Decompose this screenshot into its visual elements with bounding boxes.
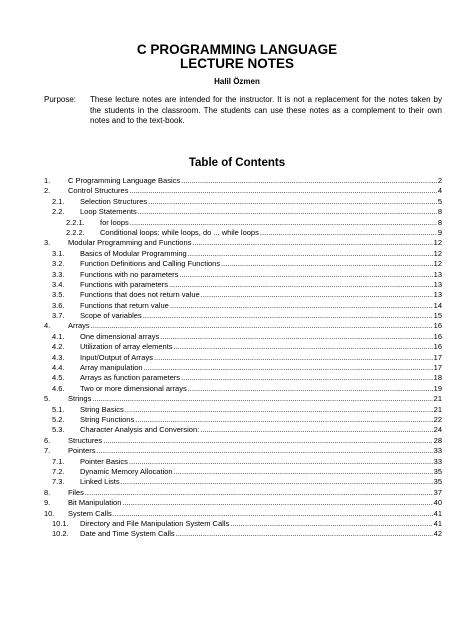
toc-dot-leader: [174, 467, 433, 477]
toc-entry-title: Array manipulation: [80, 363, 143, 373]
toc-entry[interactable]: [44, 259, 442, 269]
toc-entry-number: 3.5.: [52, 290, 65, 300]
toc-entry-number: 3.7.: [52, 311, 65, 321]
toc-entry-title: C Programming Language Basics: [68, 176, 181, 185]
toc-entry-number: 3.3.: [52, 269, 65, 279]
toc-entry-number: 1.: [44, 176, 51, 185]
toc-entry-title: Strings: [68, 394, 92, 404]
toc-entry-number: 4.: [44, 321, 51, 331]
toc-dot-leader: [181, 373, 433, 383]
toc-entry[interactable]: [44, 363, 442, 373]
toc-dot-leader: [92, 394, 432, 404]
toc-entry-title: String Basics: [80, 404, 124, 414]
toc-dot-leader: [113, 509, 433, 519]
toc-entry-number: 4.2.: [52, 342, 65, 352]
toc-entry[interactable]: [44, 353, 442, 363]
toc-entry[interactable]: [44, 218, 442, 228]
toc-dot-leader: [200, 425, 432, 435]
toc-entry-page: 18: [433, 373, 442, 383]
toc-entry-number: 2.1.: [52, 196, 65, 206]
toc-dot-leader: [85, 488, 433, 498]
toc-dot-leader: [97, 446, 433, 456]
toc-entry[interactable]: [44, 332, 442, 342]
toc-entry-title: Function Definitions and Calling Functions: [80, 259, 221, 269]
toc-dot-leader: [138, 207, 437, 217]
toc-dot-leader: [125, 405, 433, 415]
toc-entry-page: 15: [433, 311, 442, 321]
toc-dot-leader: [201, 290, 433, 300]
toc-dot-leader: [179, 270, 432, 280]
toc-entry-page: 24: [433, 425, 442, 435]
purpose-label: Purpose:: [44, 95, 77, 104]
toc-entry-number: 3.4.: [52, 279, 65, 289]
toc-entry-number: 10.: [44, 508, 55, 518]
toc-entry[interactable]: [44, 415, 442, 425]
toc-entry-number: 4.4.: [52, 363, 65, 373]
toc-dot-leader: [260, 228, 437, 238]
toc-entry[interactable]: [44, 270, 442, 280]
toc-entry[interactable]: [44, 405, 442, 415]
toc-entry[interactable]: [44, 384, 442, 394]
toc-entry-number: 3.: [44, 238, 51, 248]
toc-entry-page: 13: [433, 269, 442, 279]
toc-entry-title: Functions that does not return value: [80, 290, 200, 300]
toc-entry-title: Arrays: [68, 321, 90, 331]
toc-entry-page: 40: [433, 498, 442, 508]
toc-entry-title: Pointers: [68, 446, 96, 456]
toc-entry-page: 33: [433, 446, 442, 456]
toc-entry[interactable]: [44, 176, 442, 186]
toc-entry-title: Two or more dimensional arrays: [80, 383, 187, 393]
toc-entry-number: 4.5.: [52, 373, 65, 383]
document-subtitle: LECTURE NOTES: [179, 56, 294, 71]
toc-entry[interactable]: [44, 425, 442, 435]
toc-entry[interactable]: [44, 446, 442, 456]
toc-entry-title: Linked Lists: [80, 477, 120, 487]
toc-entry[interactable]: [44, 249, 442, 259]
toc-entry[interactable]: [44, 477, 442, 487]
toc-entry-title: Conditional loops: while loops, do ... while loops: [100, 227, 259, 237]
toc-entry[interactable]: [44, 498, 442, 508]
toc-entry[interactable]: [44, 342, 442, 352]
toc-dot-leader: [188, 249, 433, 259]
toc-dot-leader: [135, 415, 432, 425]
toc-entry-number: 7.2.: [52, 466, 65, 476]
toc-dot-leader: [230, 519, 432, 529]
toc-dot-leader: [103, 436, 432, 446]
toc-entry[interactable]: [44, 238, 442, 248]
toc-entry-page: 12: [433, 248, 442, 258]
toc-entry-number: 10.2.: [52, 529, 69, 539]
toc-entry-page: 21: [433, 404, 442, 414]
toc-entry-title: Dynamic Memory Allocation: [80, 466, 173, 476]
toc-dot-leader: [91, 321, 433, 331]
toc-entry-title: Functions that return value: [80, 300, 169, 310]
toc-entry[interactable]: [44, 280, 442, 290]
toc-entry-page: 2: [437, 176, 442, 185]
toc-dot-leader: [160, 332, 432, 342]
toc-entry-number: 2.2.1.: [66, 217, 85, 227]
toc-entry-page: 17: [433, 363, 442, 373]
toc-entry-title: Input/Output of Arrays: [80, 352, 153, 362]
toc-entry-number: 7.3.: [52, 477, 65, 487]
toc-dot-leader: [143, 311, 433, 321]
toc-dot-leader: [154, 353, 433, 363]
toc-entry[interactable]: [44, 228, 442, 238]
toc-entry-page: 41: [433, 508, 442, 518]
toc-entry-title: Pointer Basics: [80, 456, 128, 466]
toc-dot-leader: [122, 498, 432, 508]
toc-entry-page: 8: [437, 207, 442, 217]
toc-entry-number: 4.6.: [52, 383, 65, 393]
toc-entry-number: 3.2.: [52, 259, 65, 269]
toc-dot-leader: [130, 218, 437, 228]
toc-entry-page: 41: [433, 518, 442, 528]
toc-entry-number: 4.1.: [52, 331, 65, 341]
toc-dot-leader: [170, 301, 433, 311]
toc-entry[interactable]: [44, 197, 442, 207]
toc-entry-number: 3.1.: [52, 248, 65, 258]
toc-entry[interactable]: [44, 301, 442, 311]
toc-entry-page: 21: [433, 394, 442, 404]
toc-entry-number: 5.3.: [52, 425, 65, 435]
toc-entry-title: System Calls: [68, 508, 112, 518]
toc-dot-leader: [121, 477, 433, 487]
toc-entry-page: 8: [437, 217, 442, 227]
toc-entry-page: 19: [433, 383, 442, 393]
toc-entry-page: 9: [437, 227, 442, 237]
toc-entry-page: 35: [433, 466, 442, 476]
toc-entry[interactable]: [44, 436, 442, 446]
toc-entry-number: 10.1.: [52, 518, 69, 528]
toc-entry[interactable]: [44, 207, 442, 217]
toc-entry-number: 5.: [44, 394, 51, 404]
toc-entry[interactable]: [44, 488, 442, 498]
toc-entry-title: Functions with parameters: [80, 279, 168, 289]
toc-entry-title: Character Analysis and Conversion:: [80, 425, 200, 435]
toc-entry-title: Modular Programming and Functions: [68, 238, 192, 248]
toc-entry-title: for loops: [100, 217, 129, 227]
toc-entry-title: Functions with no parameters: [80, 269, 179, 279]
toc-entry-title: String Functions: [80, 414, 135, 424]
toc-dot-leader: [169, 280, 433, 290]
toc-dot-leader: [129, 186, 436, 196]
toc-entry-page: 35: [433, 477, 442, 487]
toc-entry-title: One dimensional arrays: [80, 331, 160, 341]
table-of-contents: [44, 176, 442, 540]
toc-entry-number: 7.1.: [52, 456, 65, 466]
toc-entry-page: 12: [433, 259, 442, 269]
document-title: C PROGRAMMING LANGUAGE: [136, 42, 338, 57]
toc-entry[interactable]: [44, 509, 442, 519]
toc-dot-leader: [192, 238, 432, 248]
toc-entry-number: 4.3.: [52, 352, 65, 362]
toc-entry-page: 13: [433, 290, 442, 300]
toc-entry-number: 2.2.2.: [66, 227, 85, 237]
toc-entry-title: Scope of variables: [80, 311, 142, 321]
toc-entry-number: 9.: [44, 498, 51, 508]
toc-entry-title: Basics of Modular Programming: [80, 248, 187, 258]
toc-entry-page: 5: [437, 196, 442, 206]
toc-dot-leader: [181, 176, 437, 186]
toc-entry-page: 28: [433, 435, 442, 445]
toc-dot-leader: [148, 197, 437, 207]
toc-dot-leader: [129, 457, 433, 467]
toc-entry-title: Selection Structures: [80, 196, 148, 206]
toc-dot-leader: [188, 384, 433, 394]
purpose-text: These lecture notes are intended for the instructor. It is not a replacement for the notes taken by the students in the classroom. The students can use these notes as a complement to their own notes and to the text-book.: [90, 95, 442, 125]
author-name: Halil Özmen: [214, 77, 260, 86]
toc-entry[interactable]: [44, 186, 442, 196]
toc-entry-page: 12: [433, 238, 442, 248]
toc-entry-title: Bit Manipulation: [68, 498, 122, 508]
toc-entry[interactable]: [44, 311, 442, 321]
toc-entry[interactable]: [44, 519, 442, 529]
toc-entry[interactable]: [44, 467, 442, 477]
toc-entry-number: 5.1.: [52, 404, 65, 414]
toc-heading: Table of Contents: [188, 157, 286, 169]
toc-entry-number: 2.: [44, 186, 51, 196]
toc-entry-title: Utilization of array elements: [80, 342, 173, 352]
toc-entry-title: Loop Statements: [80, 207, 137, 217]
toc-entry-number: 5.2.: [52, 414, 65, 424]
toc-dot-leader: [174, 342, 433, 352]
toc-entry-title: Date and Time System Calls: [80, 529, 175, 539]
toc-entry-page: 33: [433, 456, 442, 466]
toc-entry-number: 8.: [44, 487, 51, 497]
toc-entry-page: 22: [433, 414, 442, 424]
toc-dot-leader: [144, 363, 433, 373]
toc-entry-page: 17: [433, 352, 442, 362]
toc-entry[interactable]: [44, 529, 442, 539]
toc-entry-number: 2.2.: [52, 207, 65, 217]
toc-entry-page: 13: [433, 279, 442, 289]
toc-entry[interactable]: [44, 457, 442, 467]
toc-entry-page: 4: [437, 186, 442, 196]
toc-entry-number: 7.: [44, 446, 51, 456]
toc-entry[interactable]: [44, 394, 442, 404]
toc-entry[interactable]: [44, 290, 442, 300]
toc-dot-leader: [221, 259, 433, 269]
toc-entry[interactable]: [44, 321, 442, 331]
toc-entry-page: 16: [433, 342, 442, 352]
toc-entry-page: 14: [433, 300, 442, 310]
toc-dot-leader: [176, 529, 433, 539]
toc-entry-page: 16: [433, 321, 442, 331]
toc-entry[interactable]: [44, 373, 442, 383]
toc-entry-page: 42: [433, 529, 442, 539]
toc-entry-number: 3.6.: [52, 300, 65, 310]
toc-entry-title: Control Structures: [68, 186, 129, 196]
toc-entry-number: 6.: [44, 435, 51, 445]
toc-entry-title: Arrays as function parameters: [80, 373, 181, 383]
toc-entry-title: Directory and File Manipulation System Calls: [80, 518, 230, 528]
toc-entry-page: 37: [433, 487, 442, 497]
toc-entry-page: 16: [433, 331, 442, 341]
toc-entry-title: Files: [68, 487, 84, 497]
toc-entry-title: Structures: [68, 435, 103, 445]
